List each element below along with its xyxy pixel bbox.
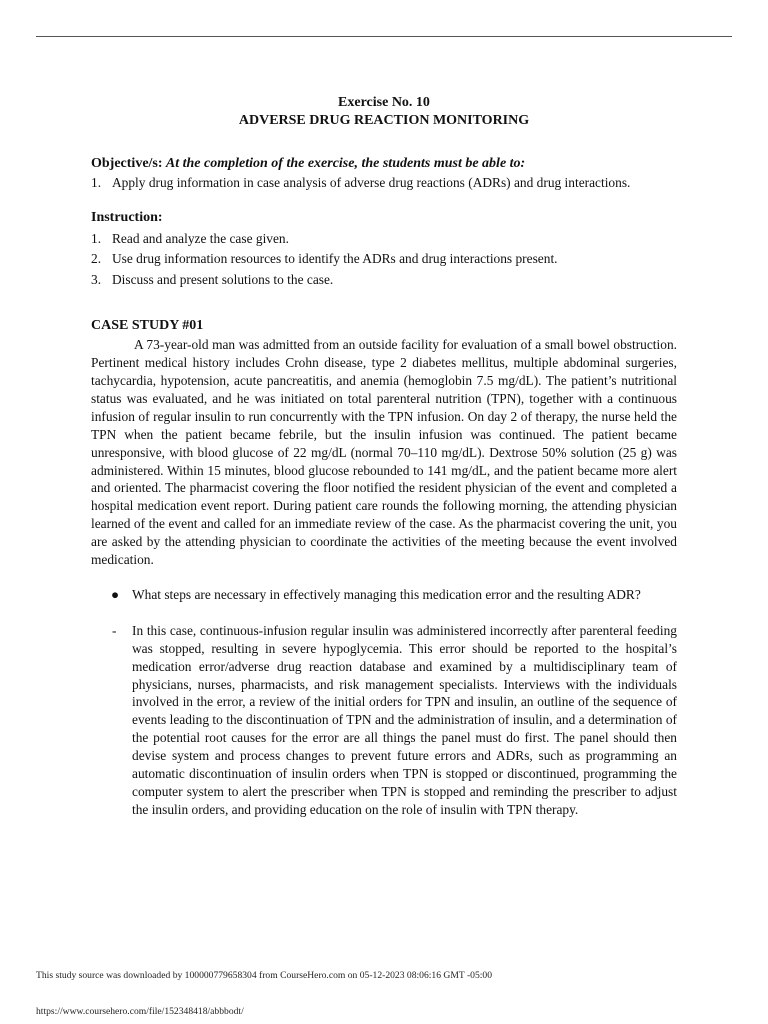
list-item-text: Discuss and present solutions to the case. [112,272,334,288]
dash-marker: - [112,622,117,638]
question-text: What steps are necessary in effectively managing this medication error and the resulting ADR? [132,586,641,602]
question-item [91,586,677,604]
list-item-text: Apply drug information in case analysis of adverse drug reactions (ADRs) and drug interactions. [112,174,631,190]
top-horizontal-rule [36,36,732,37]
exercise-number: Exercise No. 10 [338,95,430,110]
objective-intro: At the completion of the exercise, the students must be able to: [165,155,526,171]
list-number: 2. [91,251,102,267]
list-number: 3. [91,272,102,288]
objective-list [91,174,677,192]
list-number: 1. [91,230,102,246]
list-number: 1. [91,174,102,190]
answer-text: In this case, continuous-infusion regular insulin was administered incorrectly after parenteral feeding was stopped, resulting in severe hypoglycemia. This error should be reported to the hospital’s medication error/adverse drug reaction database and examined by a multidisciplinary team of physicians, nurses, pharmacists, and risk management specialists. Interviews with the individuals involved in the error, a review of the initial orders for TPN and insulin, an outline of the sequence of events leading to the discontinuation of TPN and the administration of insulin, and a determination of the potential root causes for the error are all things the panel must do first. The panel should then devise system and process changes to prevent future errors and ADRs, such as programming an automatic discontinuation of insulin orders when TPN is stopped or discontinued, programming the computer system to alert the prescriber when TPN is stopped and reminding the prescriber to adjust the insulin orders, and providing education on the role of insulin with TPN therapy. [132,622,677,817]
source-url-link[interactable]: https://www.coursehero.com/file/152348418/abbbodt/ [36,1006,244,1017]
document-page [91,94,677,819]
list-item-text: Use drug information resources to identify the ADRs and drug interactions present. [112,251,558,267]
list-item [91,250,677,268]
list-item [91,271,677,289]
download-source-note: This study source was downloaded by 100000779658304 from CourseHero.com on 05-12-2023 08:06:16 GMT -05:00 [36,970,493,981]
list-item [91,174,677,192]
case-study-paragraph: A 73-year-old man was admitted from an outside facility for evaluation of a small bowel obstruction. Pertinent medical history includes Crohn disease, type 2 diabetes mellitus, multiple abdominal surgeries, tachycardia, hypotension, acute pancreatitis, and anemia (hemoglobin 7.5 mg/dL). The patient’s nutritional status was evaluated, and he was initiated on total parenteral nutrition (TPN), together with a continuous infusion of regular insulin to run concurrently with the TPN infusion. On day 2 of therapy, the nurse held the TPN when the patient became febrile, but the insulin infusion was continued. The patient became unresponsive, with blood glucose of 22 mg/dL (normal 70–110 mg/dL). Dextrose 50% solution (25 g) was administered. Within 15 minutes, blood glucose rebounded to 141 mg/dL, and the patient became more alert and oriented. The pharmacist covering the floor notified the resident physician of the event and completed a hospital medication event report. During patient care rounds the following morning, the attending physician learned of the event and called for an immediate review of the case. As the pharmacist covering the unit, you are asked by the attending physician to coordinate the activities of the meeting because the event involved medication. [91,337,677,568]
answer-item [91,622,677,819]
instruction-label: Instruction: [91,209,163,225]
bullet-icon: ● [111,586,120,602]
case-study-heading: CASE STUDY #01 [91,318,204,334]
list-item-text: Read and analyze the case given. [112,230,289,246]
instruction-list [91,230,677,290]
objective-label: Objective/s: [91,155,163,171]
exercise-title: ADVERSE DRUG REACTION MONITORING [238,112,530,128]
objective-section [91,154,677,173]
list-item [91,230,677,248]
